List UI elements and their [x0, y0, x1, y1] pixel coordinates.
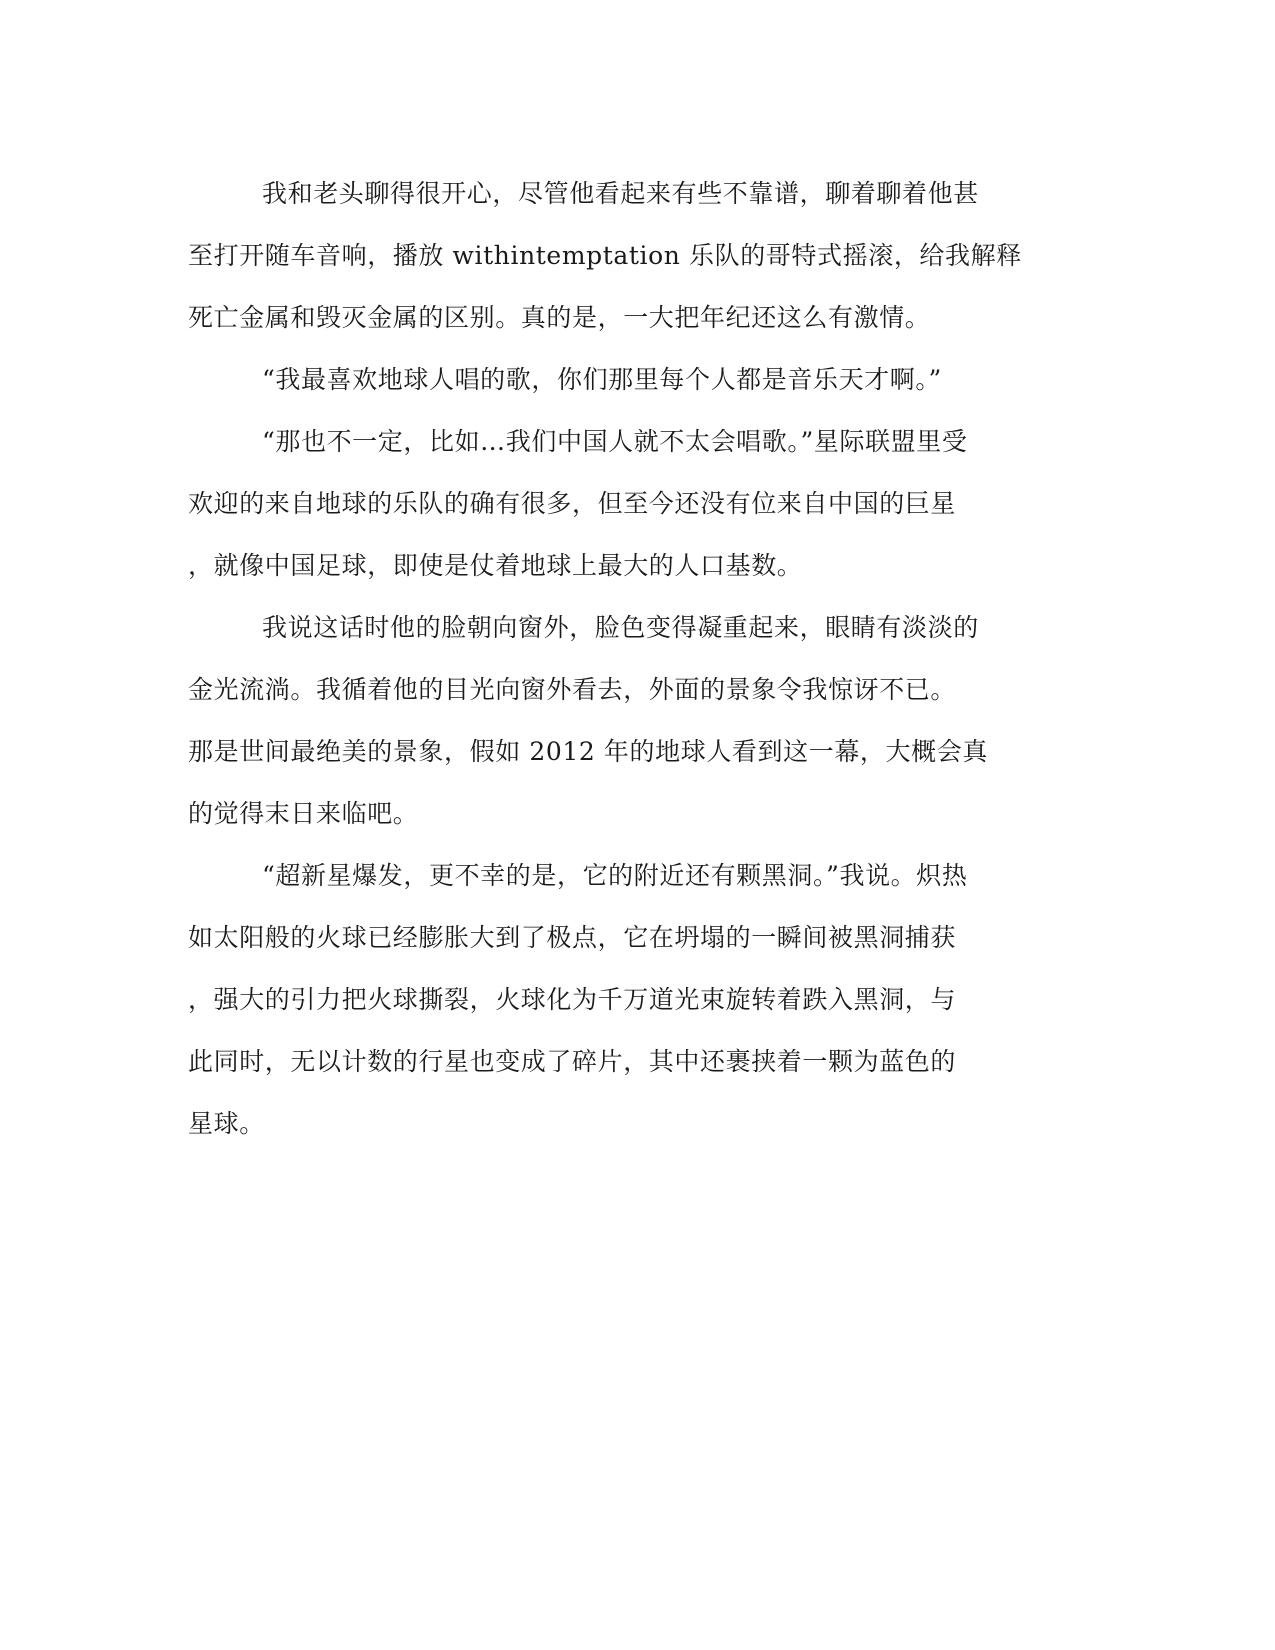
story-text [188, 163, 1068, 1155]
paragraph-1-line-3: 死亡金属和毁灭金属的区别。真的是，一大把年纪还这么有激情。 [188, 303, 931, 332]
paragraph-1-line-2: 至打开随车音响，播放 withintemptation 乐队的哥特式摇滚，给我解释 [188, 241, 1022, 270]
paragraph-4-line-4: 的觉得末日来临吧。 [188, 799, 419, 828]
paragraph-5-line-5: 星球。 [188, 1109, 265, 1138]
paragraph-3-line-2: 欢迎的来自地球的乐队的确有很多，但至今还没有位来自中国的巨星 [188, 489, 957, 518]
paragraph-4-line-1: 我说这话时他的脸朝向窗外，脸色变得凝重起来，眼睛有淡淡的 [262, 613, 979, 642]
paragraph-5-line-2: 如太阳般的火球已经膨胀大到了极点，它在坍塌的一瞬间被黑洞捕获 [188, 923, 957, 952]
paragraph-1-line-1: 我和老头聊得很开心，尽管他看起来有些不靠谱，聊着聊着他甚 [262, 179, 979, 208]
paragraph-3-line-3: ，就像中国足球，即使是仗着地球上最大的人口基数。 [188, 551, 803, 580]
paragraph-5-line-4: 此同时，无以计数的行星也变成了碎片，其中还裹挟着一颗为蓝色的 [188, 1047, 957, 1076]
paragraph-4-line-3: 那是世间最绝美的景象，假如 2012 年的地球人看到这一幕，大概会真 [188, 737, 988, 766]
paragraph-2-line-1: “我最喜欢地球人唱的歌，你们那里每个人都是音乐天才啊。” [262, 365, 942, 394]
paragraph-5-line-3: ，强大的引力把火球撕裂，火球化为千万道光束旋转着跌入黑洞，与 [188, 985, 957, 1014]
paragraph-3-line-1: “那也不一定，比如…我们中国人就不太会唱歌。”星际联盟里受 [262, 427, 968, 456]
paragraph-5-line-1: “超新星爆发，更不幸的是，它的附近还有颗黑洞。”我说。炽热 [262, 861, 968, 890]
paragraph-4-line-2: 金光流淌。我循着他的目光向窗外看去，外面的景象令我惊讶不已。 [188, 675, 957, 704]
